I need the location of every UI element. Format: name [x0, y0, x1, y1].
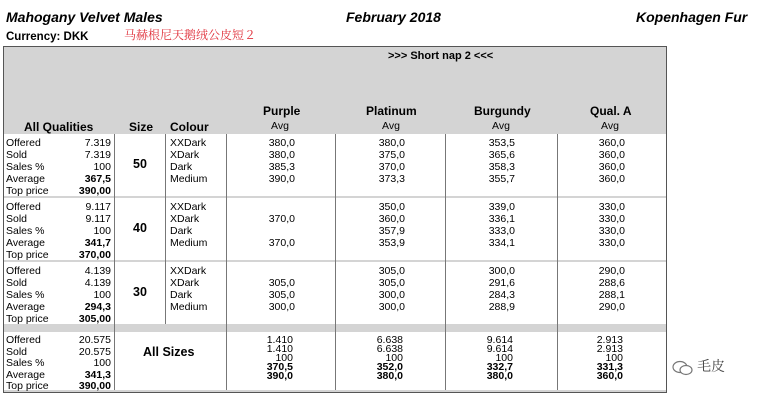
cell-burgundy: 288,9 — [488, 301, 515, 313]
stat-label: Sold — [6, 345, 28, 358]
stat-value: 100 — [93, 161, 111, 173]
chat-bubble-icon — [672, 360, 694, 376]
cell-purple: 380,0 — [268, 149, 295, 161]
cell-qual-a: 290,0 — [598, 301, 625, 313]
avg-burgundy: Avg — [492, 120, 510, 132]
cell-purple: 100 — [275, 352, 293, 364]
cell-burgundy: 333,0 — [488, 225, 515, 237]
col-separator — [114, 134, 115, 390]
stat-value: 20.575 — [78, 345, 111, 358]
cell-purple: 300,0 — [268, 301, 295, 313]
cell-purple: 390,0 — [268, 173, 295, 185]
cell-burgundy: 353,5 — [488, 137, 515, 149]
cell-burgundy: 358,3 — [488, 161, 515, 173]
stat-label: Average — [6, 368, 45, 381]
cell-qual-a: 330,0 — [598, 201, 625, 213]
cell-burgundy: 284,3 — [488, 289, 515, 301]
size-value: 40 — [133, 221, 147, 235]
cell-purple: 370,5 — [266, 361, 293, 373]
stat-label: Sales % — [6, 225, 45, 237]
colour-label: XDark — [170, 149, 200, 161]
cell-burgundy: 100 — [495, 352, 513, 364]
cell-platinum: 352,0 — [376, 361, 403, 373]
stat-value: 370,00 — [78, 249, 111, 261]
stat-label: Sales % — [6, 161, 45, 173]
cell-qual-a: 360,0 — [598, 173, 625, 185]
colour-label: Dark — [170, 225, 193, 237]
cell-qual-a: 290,0 — [598, 265, 625, 277]
cell-burgundy: 339,0 — [488, 201, 515, 213]
report-period: February 2018 — [346, 9, 441, 25]
cell-platinum: 370,0 — [378, 161, 405, 173]
cell-qual-a: 2.913 — [596, 334, 623, 346]
colour-label: Dark — [170, 161, 193, 173]
stat-label: Top price — [6, 380, 49, 393]
cell-qual-a: 360,0 — [598, 137, 625, 149]
stat-label: Offered — [6, 201, 41, 213]
cell-qual-a: 288,6 — [598, 277, 625, 289]
cell-burgundy: 332,7 — [486, 361, 513, 373]
avg-purple: Avg — [271, 120, 289, 132]
cell-burgundy: 300,0 — [488, 265, 515, 277]
stat-value: 390,00 — [78, 380, 111, 393]
stat-label: Average — [6, 237, 45, 249]
stat-label: Sold — [6, 213, 28, 225]
colour-label: XXDark — [170, 137, 207, 149]
stat-label: Top price — [6, 249, 49, 261]
cell-burgundy: 291,6 — [488, 277, 515, 289]
stat-value: 390,00 — [78, 185, 111, 197]
colour-label: XDark — [170, 213, 200, 225]
cell-purple: 305,0 — [268, 277, 295, 289]
cell-purple: 1.410 — [266, 334, 293, 346]
stat-value: 100 — [93, 357, 111, 370]
col-separator — [165, 134, 166, 324]
cell-purple: 390,0 — [266, 370, 293, 382]
cell-purple: 370,0 — [268, 237, 295, 249]
stat-value: 341,7 — [84, 237, 111, 249]
cell-qual-a: 330,0 — [598, 213, 625, 225]
auction-house: Kopenhagen Fur — [636, 9, 748, 25]
stat-label: Average — [6, 173, 45, 185]
cell-purple: 380,0 — [268, 137, 295, 149]
stat-value: 367,5 — [84, 173, 111, 185]
cell-platinum: 300,0 — [378, 301, 405, 313]
col-separator — [445, 134, 446, 390]
cell-platinum: 350,0 — [378, 201, 405, 213]
col-separator — [335, 134, 336, 390]
col-separator — [226, 134, 227, 390]
stat-label: Top price — [6, 185, 49, 197]
stat-value: 341,3 — [84, 368, 111, 381]
col-qual-a: Qual. A — [590, 104, 632, 118]
stat-label: Average — [6, 301, 45, 313]
col-size: Size — [129, 120, 154, 134]
chinese-caption: 马赫根尼天鹅绒公皮短２ — [124, 28, 257, 42]
stat-value: 4.139 — [84, 277, 111, 289]
colour-label: XXDark — [170, 201, 207, 213]
cell-burgundy: 336,1 — [488, 213, 515, 225]
cell-platinum: 305,0 — [378, 265, 405, 277]
avg-platinum: Avg — [382, 120, 400, 132]
cell-qual-a: 330,0 — [598, 237, 625, 249]
cell-platinum: 373,3 — [378, 173, 405, 185]
size-value: 50 — [133, 157, 147, 171]
col-separator — [557, 134, 558, 390]
col-platinum: Platinum — [366, 104, 417, 118]
stat-label: Top price — [6, 313, 49, 325]
cell-platinum: 360,0 — [378, 213, 405, 225]
cell-platinum: 357,9 — [378, 225, 405, 237]
cell-burgundy: 9.614 — [486, 334, 513, 346]
stat-label: Sales % — [6, 357, 45, 370]
stat-label: Offered — [6, 265, 41, 277]
cell-burgundy: 334,1 — [488, 237, 515, 249]
wechat-label: 毛皮 — [697, 358, 726, 374]
cell-purple: 370,0 — [268, 213, 295, 225]
cell-platinum: 380,0 — [378, 137, 405, 149]
cell-burgundy: 380,0 — [486, 370, 513, 382]
stat-label: Sales % — [6, 289, 45, 301]
colour-label: Medium — [170, 173, 208, 185]
stat-label: Offered — [6, 334, 41, 346]
cell-burgundy: 355,7 — [488, 173, 515, 185]
all-sizes-label: All Sizes — [143, 345, 195, 359]
cell-purple: 385,3 — [268, 161, 295, 173]
cell-qual-a: 330,0 — [598, 225, 625, 237]
cell-qual-a: 360,0 — [598, 149, 625, 161]
cell-burgundy: 9.614 — [486, 343, 513, 355]
currency-label: Currency: DKK — [6, 31, 89, 43]
cell-platinum: 375,0 — [378, 149, 405, 161]
stat-value: 9.117 — [85, 201, 111, 213]
short-nap-label: >>> Short nap 2 <<< — [388, 50, 494, 62]
stat-value: 7.319 — [84, 149, 111, 161]
col-colour: Colour — [170, 120, 209, 134]
col-all-qualities: All Qualities — [24, 120, 94, 134]
cell-platinum: 353,9 — [378, 237, 405, 249]
stat-value: 100 — [93, 289, 111, 301]
stat-value: 294,3 — [84, 301, 111, 313]
cell-qual-a: 100 — [605, 352, 623, 364]
stat-label: Offered — [6, 137, 41, 149]
cell-qual-a: 331,3 — [596, 361, 623, 373]
cell-platinum: 6.638 — [376, 343, 403, 355]
stat-label: Sold — [6, 149, 28, 161]
stat-value: 7.319 — [84, 137, 111, 149]
cell-qual-a: 2.913 — [596, 343, 623, 355]
cell-qual-a: 360,0 — [596, 370, 623, 382]
stat-value: 100 — [93, 225, 111, 237]
stat-value: 305,00 — [78, 313, 111, 325]
cell-platinum: 380,0 — [376, 370, 403, 382]
avg-qual-a: Avg — [601, 120, 619, 132]
wechat-badge — [672, 356, 725, 376]
cell-platinum: 300,0 — [378, 289, 405, 301]
cell-purple: 1.410 — [266, 343, 293, 355]
cell-purple: 305,0 — [268, 289, 295, 301]
size-value: 30 — [133, 285, 147, 299]
colour-label: Medium — [170, 237, 208, 249]
cell-platinum: 305,0 — [378, 277, 405, 289]
col-purple: Purple — [263, 104, 301, 118]
col-burgundy: Burgundy — [474, 104, 531, 118]
colour-label: XDark — [170, 277, 200, 289]
stat-value: 9.117 — [85, 213, 111, 225]
cell-burgundy: 365,6 — [488, 149, 515, 161]
colour-label: Medium — [170, 301, 208, 313]
colour-label: Dark — [170, 289, 193, 301]
cell-platinum: 6.638 — [376, 334, 403, 346]
report-title: Mahogany Velvet Males — [6, 9, 163, 25]
cell-qual-a: 360,0 — [598, 161, 625, 173]
cell-qual-a: 288,1 — [598, 289, 625, 301]
cell-platinum: 100 — [385, 352, 403, 364]
stat-value: 20.575 — [78, 334, 111, 346]
stat-value: 4.139 — [84, 265, 111, 277]
colour-label: XXDark — [170, 265, 207, 277]
stat-label: Sold — [6, 277, 28, 289]
